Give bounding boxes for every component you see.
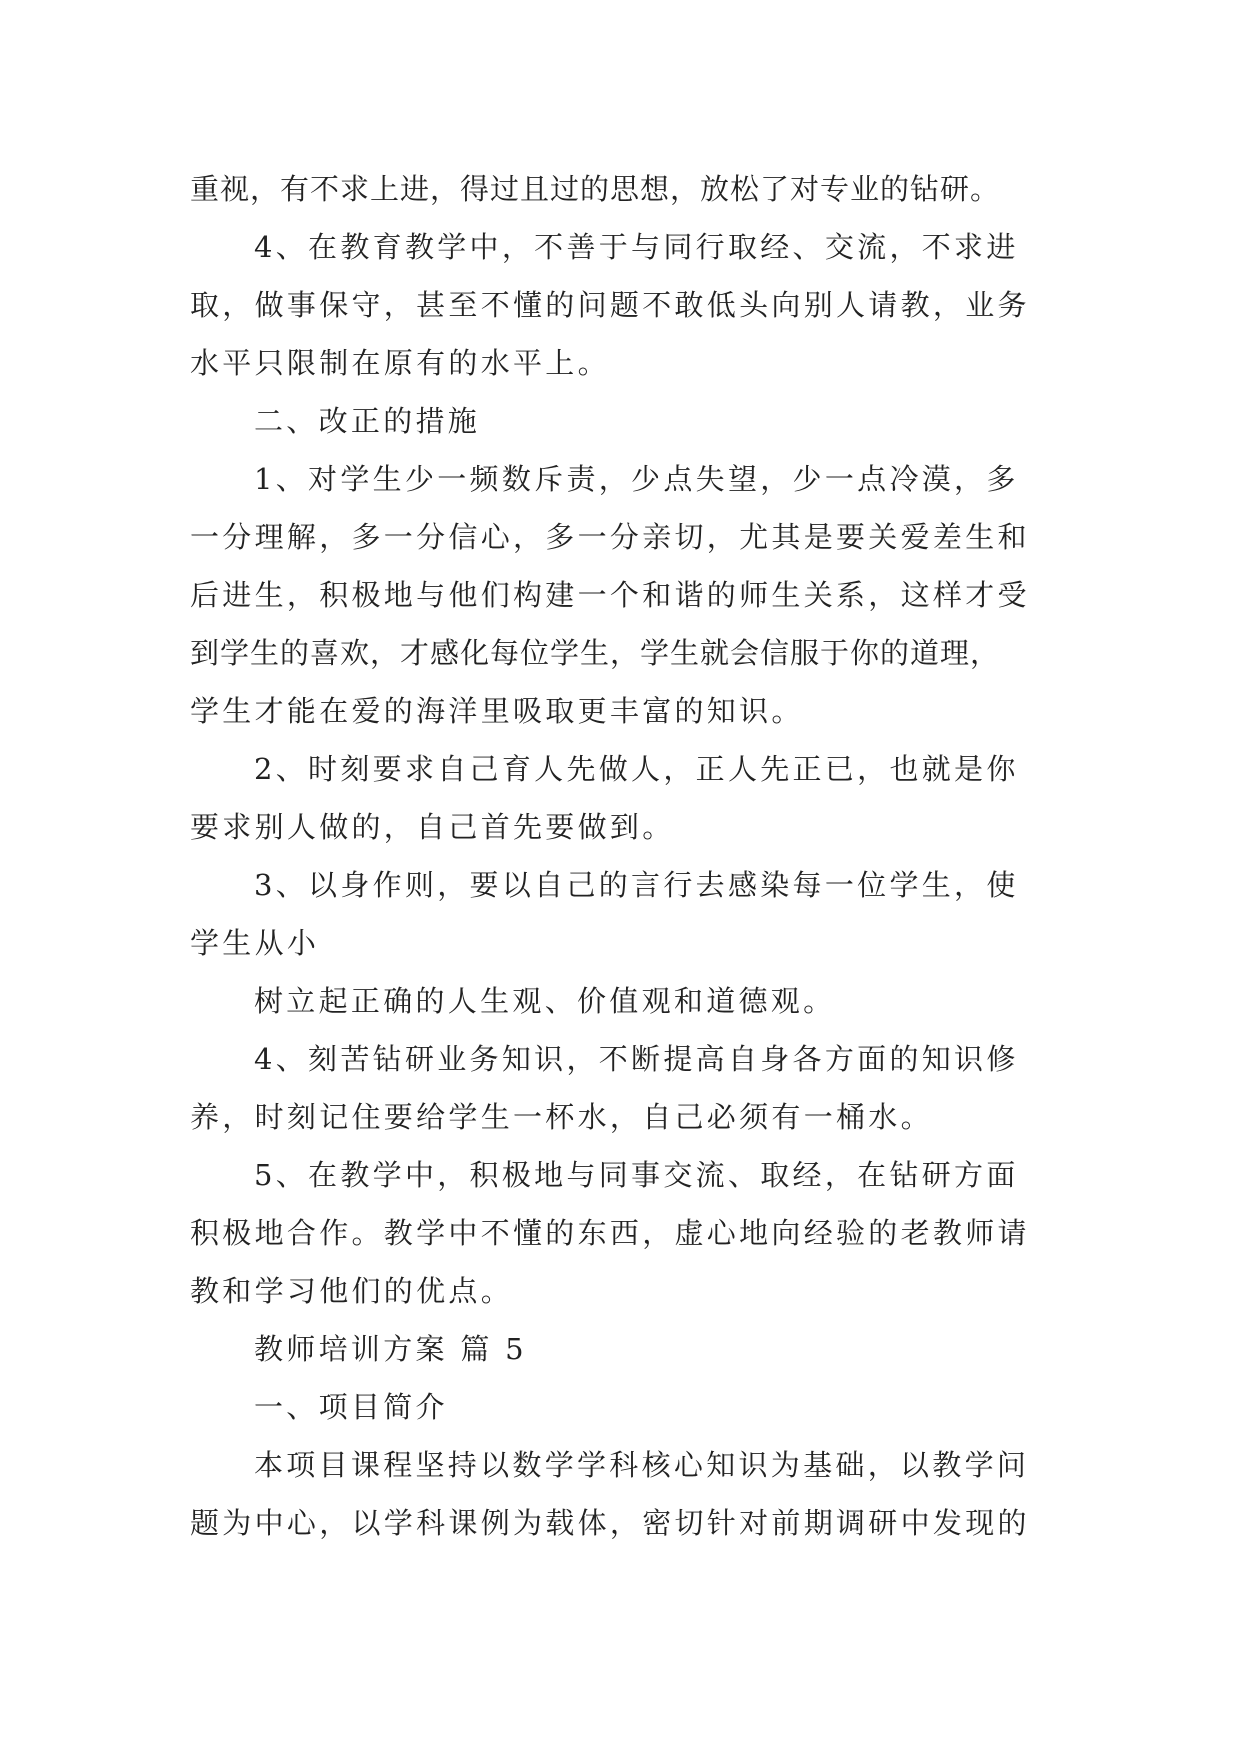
paragraph-line: 养，时刻记住要给学生一杯水，自己必须有一桶水。 <box>190 1100 933 1134</box>
paragraph-line: 要求别人做的，自己首先要做到。 <box>190 810 675 844</box>
paragraph-line: 2、时刻要求自己育人先做人，正人先正已，也就是你 <box>254 752 1019 786</box>
paragraph-line: 3、以身作则，要以自己的言行去感染每一位学生，使 <box>254 868 1019 902</box>
paragraph-line: 学生才能在爱的海洋里吸取更丰富的知识。 <box>190 694 804 728</box>
paragraph-line: 一分理解，多一分信心，多一分亲切，尤其是要关爱差生和 <box>190 520 1030 554</box>
paragraph-line: 5、在教学中，积极地与同事交流、取经，在钻研方面 <box>254 1158 1019 1192</box>
paragraph-line: 积极地合作。教学中不懂的东西，虚心地向经验的老教师请 <box>190 1216 1030 1250</box>
document-title: 教师培训方案 篇 5 <box>254 1332 527 1366</box>
section-heading: 一、项目简介 <box>254 1390 448 1424</box>
paragraph-line: 重视，有不求上进，得过且过的思想，放松了对专业的钻研。 <box>190 172 1001 206</box>
paragraph-line: 到学生的喜欢，才感化每位学生，学生就会信服于你的道理， <box>190 636 1001 670</box>
section-heading: 二、改正的措施 <box>254 404 481 438</box>
paragraph-line: 1、对学生少一频数斥责，少点失望，少一点冷漠，多 <box>254 462 1019 496</box>
paragraph-line: 4、在教育教学中，不善于与同行取经、交流，不求进 <box>254 230 1019 264</box>
paragraph-line: 题为中心，以学科课例为载体，密切针对前期调研中发现的 <box>190 1506 1030 1540</box>
paragraph-line: 4、刻苦钻研业务知识，不断提高自身各方面的知识修 <box>254 1042 1019 1076</box>
paragraph-line: 水平只限制在原有的水平上。 <box>190 346 610 380</box>
paragraph-line: 学生从小 <box>190 926 320 960</box>
paragraph-line: 本项目课程坚持以数学学科核心知识为基础，以教学问 <box>254 1448 1030 1482</box>
paragraph-line: 后进生，积极地与他们构建一个和谐的师生关系，这样才受 <box>190 578 1030 612</box>
body-text <box>190 160 1050 1552</box>
paragraph-line: 教和学习他们的优点。 <box>190 1274 514 1308</box>
paragraph-line: 树立起正确的人生观、价值观和道德观。 <box>254 984 836 1018</box>
paragraph-line: 取，做事保守，甚至不懂的问题不敢低头向别人请教，业务 <box>190 288 1030 322</box>
